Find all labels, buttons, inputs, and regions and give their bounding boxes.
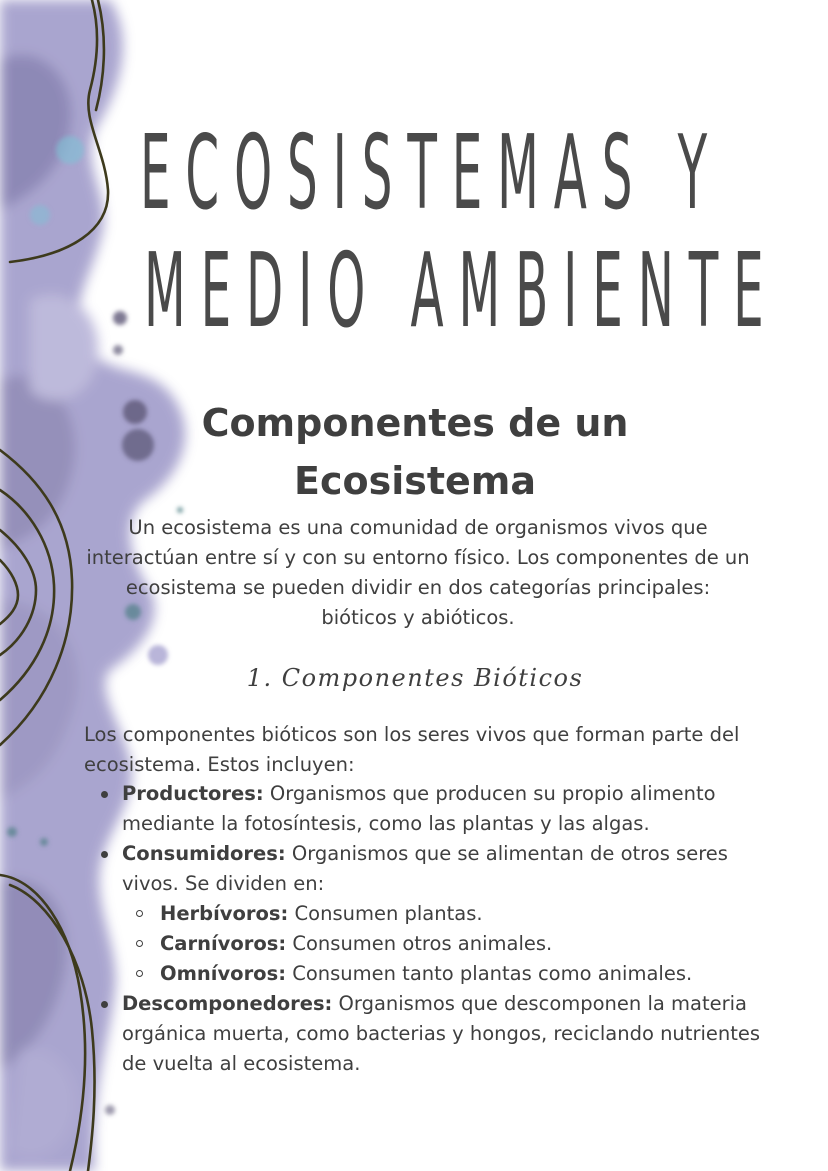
list-item-descomponedores — [84, 989, 774, 1079]
sublist-item-text: Consumen otros animales. — [286, 932, 553, 955]
sublist-item-herbivoros — [122, 899, 774, 929]
circle-bullet-icon — [136, 970, 143, 977]
sublist-item-term: Omnívoros: — [160, 962, 286, 985]
list-item-term: Productores: — [122, 782, 264, 805]
main-title-line-1: ECOSISTEMAS Y — [140, 114, 723, 234]
list-item-term: Descomponedores: — [122, 992, 333, 1015]
sublist-item-text: Consumen plantas. — [288, 902, 483, 925]
subsection-intro: Los componentes bióticos son los seres vivos que forman parte del ecosistema. Estos incluyen: — [84, 723, 740, 776]
list-item-productores — [84, 779, 774, 839]
consumer-types-list — [122, 899, 774, 989]
main-title — [140, 96, 779, 352]
main-title-line-2: MEDIO AMBIENTE — [144, 232, 779, 352]
sublist-item-text: Consumen tanto plantas como animales. — [286, 962, 693, 985]
intro-paragraph: Un ecosistema es una comunidad de organismos vivos que interactúan entre sí y con su entorno físico. Los componentes de un ecosistema se pueden dividir en dos categorías principales: bióticos y abióticos. — [86, 516, 750, 629]
sublist-item-term: Herbívoros: — [160, 902, 289, 925]
list-item-text: Organismos que descomponen la materia orgánica muerta, como bacterias y hongos, reciclando nutrientes de vuelta al ecosistema. — [122, 992, 761, 1075]
list-item-text: Organismos que se alimentan de otros seres vivos. Se dividen en: — [122, 842, 728, 895]
circle-bullet-icon — [136, 940, 143, 947]
sublist-item-carnivoros — [122, 929, 774, 959]
bullet-icon — [101, 1001, 108, 1008]
circle-bullet-icon — [136, 910, 143, 917]
subsection-heading: 1. Componentes Bióticos — [246, 664, 584, 692]
list-item-text: Organismos que producen su propio alimento mediante la fotosíntesis, como las plantas y las algas. — [122, 782, 716, 835]
sublist-item-term: Carnívoros: — [160, 932, 287, 955]
sublist-item-omnivoros — [122, 959, 774, 989]
section-title: Componentes de un Ecosistema — [201, 401, 629, 503]
biotic-components-list — [84, 779, 774, 1079]
list-item-consumidores — [84, 839, 774, 989]
list-item-term: Consumidores: — [122, 842, 286, 865]
bullet-icon — [101, 791, 108, 798]
bullet-icon — [101, 851, 108, 858]
